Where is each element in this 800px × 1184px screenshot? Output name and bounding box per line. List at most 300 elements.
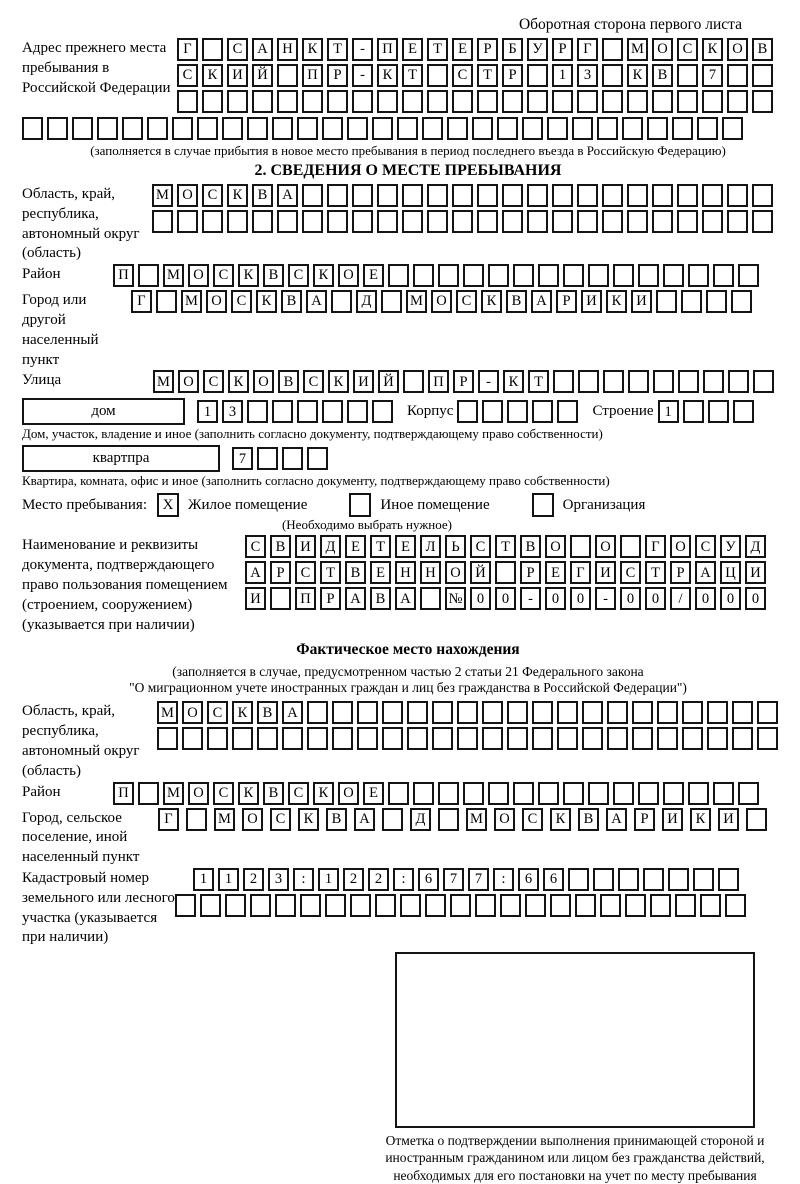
- form-cell[interactable]: /: [670, 587, 691, 610]
- form-cell[interactable]: О: [670, 535, 691, 558]
- form-cell[interactable]: [732, 727, 753, 750]
- form-cell[interactable]: [538, 782, 559, 805]
- form-cell[interactable]: [568, 868, 589, 891]
- form-cell[interactable]: К: [377, 64, 398, 87]
- form-cell[interactable]: [663, 782, 684, 805]
- form-cell[interactable]: Б: [502, 38, 523, 61]
- form-cell[interactable]: С: [470, 535, 491, 558]
- form-cell[interactable]: С: [456, 290, 477, 313]
- form-cell[interactable]: [700, 894, 721, 917]
- form-cell[interactable]: О: [431, 290, 452, 313]
- form-cell[interactable]: А: [252, 38, 273, 61]
- form-cell[interactable]: [322, 117, 343, 140]
- form-cell[interactable]: [733, 400, 754, 423]
- form-cell[interactable]: [381, 290, 402, 313]
- form-cell[interactable]: А: [282, 701, 303, 724]
- form-cell[interactable]: [502, 90, 523, 113]
- form-cell[interactable]: К: [503, 370, 524, 393]
- form-cell[interactable]: [706, 290, 727, 313]
- form-cell[interactable]: [307, 727, 328, 750]
- form-cell[interactable]: [307, 701, 328, 724]
- form-cell[interactable]: [138, 782, 159, 805]
- form-cell[interactable]: [527, 210, 548, 233]
- form-cell[interactable]: [552, 210, 573, 233]
- form-cell[interactable]: К: [313, 264, 334, 287]
- form-cell[interactable]: [482, 701, 503, 724]
- form-cell[interactable]: [575, 894, 596, 917]
- form-cell[interactable]: К: [550, 808, 571, 831]
- form-cell[interactable]: [577, 210, 598, 233]
- form-cell[interactable]: [677, 90, 698, 113]
- form-cell[interactable]: И: [245, 587, 266, 610]
- form-cell[interactable]: [683, 400, 704, 423]
- form-cell[interactable]: [347, 400, 368, 423]
- form-cell[interactable]: О: [338, 782, 359, 805]
- form-cell[interactable]: [678, 370, 699, 393]
- form-cell[interactable]: [681, 290, 702, 313]
- form-cell[interactable]: [402, 210, 423, 233]
- form-cell[interactable]: 1: [193, 868, 214, 891]
- form-cell[interactable]: Е: [363, 782, 384, 805]
- form-cell[interactable]: М: [157, 701, 178, 724]
- form-cell[interactable]: [452, 184, 473, 207]
- form-cell[interactable]: [388, 264, 409, 287]
- form-cell[interactable]: [657, 701, 678, 724]
- form-cell[interactable]: [707, 701, 728, 724]
- form-cell[interactable]: [477, 184, 498, 207]
- form-cell[interactable]: 7: [468, 868, 489, 891]
- form-cell[interactable]: С: [213, 782, 234, 805]
- form-cell[interactable]: И: [353, 370, 374, 393]
- form-cell[interactable]: В: [281, 290, 302, 313]
- form-cell[interactable]: [282, 447, 303, 470]
- form-cell[interactable]: М: [181, 290, 202, 313]
- form-cell[interactable]: П: [428, 370, 449, 393]
- form-cell[interactable]: [202, 210, 223, 233]
- form-cell[interactable]: [302, 90, 323, 113]
- form-cell[interactable]: [325, 894, 346, 917]
- form-cell[interactable]: [247, 117, 268, 140]
- form-cell[interactable]: -: [520, 587, 541, 610]
- form-cell[interactable]: О: [338, 264, 359, 287]
- form-cell[interactable]: [618, 868, 639, 891]
- form-cell[interactable]: 0: [470, 587, 491, 610]
- form-cell[interactable]: Р: [327, 64, 348, 87]
- form-cell[interactable]: [727, 64, 748, 87]
- form-cell[interactable]: 0: [645, 587, 666, 610]
- form-cell[interactable]: Г: [570, 561, 591, 584]
- form-cell[interactable]: С: [202, 184, 223, 207]
- form-cell[interactable]: Г: [158, 808, 179, 831]
- form-cell[interactable]: [495, 561, 516, 584]
- form-cell[interactable]: С: [452, 64, 473, 87]
- form-cell[interactable]: С: [245, 535, 266, 558]
- form-cell[interactable]: [172, 117, 193, 140]
- form-cell[interactable]: [522, 117, 543, 140]
- form-cell[interactable]: И: [295, 535, 316, 558]
- form-cell[interactable]: 3: [222, 400, 243, 423]
- form-cell[interactable]: [152, 210, 173, 233]
- form-cell[interactable]: 1: [218, 868, 239, 891]
- form-cell[interactable]: 7: [702, 64, 723, 87]
- form-cell[interactable]: [186, 808, 207, 831]
- form-cell[interactable]: :: [493, 868, 514, 891]
- form-cell[interactable]: Е: [363, 264, 384, 287]
- form-cell[interactable]: [513, 264, 534, 287]
- form-cell[interactable]: [302, 184, 323, 207]
- form-cell[interactable]: [450, 894, 471, 917]
- form-cell[interactable]: [447, 117, 468, 140]
- form-cell[interactable]: [613, 782, 634, 805]
- form-cell[interactable]: М: [163, 264, 184, 287]
- form-cell[interactable]: Е: [452, 38, 473, 61]
- form-cell[interactable]: [382, 727, 403, 750]
- form-cell[interactable]: Н: [420, 561, 441, 584]
- form-cell[interactable]: [332, 701, 353, 724]
- form-cell[interactable]: 6: [543, 868, 564, 891]
- form-cell[interactable]: [638, 264, 659, 287]
- form-cell[interactable]: 6: [418, 868, 439, 891]
- form-cell[interactable]: И: [595, 561, 616, 584]
- form-cell[interactable]: [357, 701, 378, 724]
- form-cell[interactable]: [697, 117, 718, 140]
- form-cell[interactable]: В: [278, 370, 299, 393]
- form-cell[interactable]: [627, 90, 648, 113]
- form-cell[interactable]: Е: [402, 38, 423, 61]
- form-cell[interactable]: К: [481, 290, 502, 313]
- form-cell[interactable]: [122, 117, 143, 140]
- form-cell[interactable]: [713, 782, 734, 805]
- form-cell[interactable]: [407, 727, 428, 750]
- form-cell[interactable]: :: [293, 868, 314, 891]
- form-cell[interactable]: Ь: [445, 535, 466, 558]
- form-cell[interactable]: [677, 184, 698, 207]
- form-cell[interactable]: О: [178, 370, 199, 393]
- form-cell[interactable]: [477, 90, 498, 113]
- form-cell[interactable]: И: [662, 808, 683, 831]
- form-cell[interactable]: М: [163, 782, 184, 805]
- form-cell[interactable]: [427, 184, 448, 207]
- form-cell[interactable]: [752, 210, 773, 233]
- form-cell[interactable]: [432, 701, 453, 724]
- form-cell[interactable]: 2: [243, 868, 264, 891]
- form-cell[interactable]: О: [188, 782, 209, 805]
- form-cell[interactable]: [502, 184, 523, 207]
- form-cell[interactable]: [257, 447, 278, 470]
- form-cell[interactable]: [688, 264, 709, 287]
- form-cell[interactable]: К: [238, 264, 259, 287]
- form-cell[interactable]: Д: [410, 808, 431, 831]
- form-cell[interactable]: И: [745, 561, 766, 584]
- form-cell[interactable]: [707, 727, 728, 750]
- form-cell[interactable]: [438, 782, 459, 805]
- form-cell[interactable]: Р: [556, 290, 577, 313]
- form-cell[interactable]: [225, 894, 246, 917]
- form-cell[interactable]: О: [494, 808, 515, 831]
- form-cell[interactable]: М: [214, 808, 235, 831]
- form-cell[interactable]: [552, 184, 573, 207]
- form-cell[interactable]: [738, 782, 759, 805]
- form-cell[interactable]: П: [295, 587, 316, 610]
- form-cell[interactable]: Т: [402, 64, 423, 87]
- form-cell[interactable]: [588, 264, 609, 287]
- form-cell[interactable]: В: [326, 808, 347, 831]
- form-cell[interactable]: [452, 90, 473, 113]
- form-cell[interactable]: [752, 64, 773, 87]
- form-cell[interactable]: В: [257, 701, 278, 724]
- form-cell[interactable]: [757, 701, 778, 724]
- form-cell[interactable]: [746, 808, 767, 831]
- form-cell[interactable]: [297, 117, 318, 140]
- form-cell[interactable]: М: [152, 184, 173, 207]
- form-cell[interactable]: [232, 727, 253, 750]
- form-cell[interactable]: [327, 184, 348, 207]
- form-cell[interactable]: [457, 701, 478, 724]
- form-cell[interactable]: Т: [427, 38, 448, 61]
- form-cell[interactable]: О: [652, 38, 673, 61]
- form-cell[interactable]: [302, 210, 323, 233]
- form-cell[interactable]: Й: [378, 370, 399, 393]
- form-cell[interactable]: [643, 868, 664, 891]
- form-cell[interactable]: [257, 727, 278, 750]
- form-cell[interactable]: [507, 400, 528, 423]
- form-cell[interactable]: П: [302, 64, 323, 87]
- form-cell[interactable]: В: [252, 184, 273, 207]
- form-cell[interactable]: -: [478, 370, 499, 393]
- form-cell[interactable]: С: [227, 38, 248, 61]
- form-cell[interactable]: [632, 701, 653, 724]
- form-cell[interactable]: 3: [268, 868, 289, 891]
- form-cell[interactable]: 7: [232, 447, 253, 470]
- form-cell[interactable]: Р: [670, 561, 691, 584]
- form-cell[interactable]: [177, 210, 198, 233]
- form-cell[interactable]: О: [253, 370, 274, 393]
- form-cell[interactable]: [413, 264, 434, 287]
- form-cell[interactable]: Р: [520, 561, 541, 584]
- form-cell[interactable]: В: [270, 535, 291, 558]
- form-cell[interactable]: Ц: [720, 561, 741, 584]
- form-cell[interactable]: [577, 90, 598, 113]
- checkbox-organizatsiya[interactable]: [532, 493, 554, 517]
- form-cell[interactable]: 3: [577, 64, 598, 87]
- form-cell[interactable]: С: [677, 38, 698, 61]
- form-cell[interactable]: Л: [420, 535, 441, 558]
- form-cell[interactable]: [252, 90, 273, 113]
- form-cell[interactable]: [577, 184, 598, 207]
- form-cell[interactable]: [622, 117, 643, 140]
- form-cell[interactable]: [175, 894, 196, 917]
- form-cell[interactable]: [525, 894, 546, 917]
- form-cell[interactable]: Р: [270, 561, 291, 584]
- form-cell[interactable]: [407, 701, 428, 724]
- form-cell[interactable]: [352, 210, 373, 233]
- form-cell[interactable]: [272, 400, 293, 423]
- form-cell[interactable]: С: [231, 290, 252, 313]
- form-cell[interactable]: Н: [277, 38, 298, 61]
- form-cell[interactable]: [272, 117, 293, 140]
- form-cell[interactable]: А: [695, 561, 716, 584]
- form-cell[interactable]: [422, 117, 443, 140]
- form-cell[interactable]: [352, 184, 373, 207]
- form-cell[interactable]: А: [531, 290, 552, 313]
- form-cell[interactable]: [563, 782, 584, 805]
- form-cell[interactable]: [427, 210, 448, 233]
- form-cell[interactable]: [677, 64, 698, 87]
- form-cell[interactable]: [688, 782, 709, 805]
- form-cell[interactable]: [427, 64, 448, 87]
- form-cell[interactable]: [327, 210, 348, 233]
- form-cell[interactable]: [693, 868, 714, 891]
- form-cell[interactable]: [72, 117, 93, 140]
- form-cell[interactable]: [597, 117, 618, 140]
- form-cell[interactable]: [625, 894, 646, 917]
- form-cell[interactable]: О: [445, 561, 466, 584]
- form-cell[interactable]: К: [298, 808, 319, 831]
- form-cell[interactable]: Р: [552, 38, 573, 61]
- form-cell[interactable]: -: [352, 38, 373, 61]
- form-cell[interactable]: [732, 701, 753, 724]
- form-cell[interactable]: Р: [453, 370, 474, 393]
- form-cell[interactable]: [438, 264, 459, 287]
- form-cell[interactable]: П: [377, 38, 398, 61]
- form-cell[interactable]: [753, 370, 774, 393]
- form-cell[interactable]: [588, 782, 609, 805]
- form-cell[interactable]: А: [606, 808, 627, 831]
- form-cell[interactable]: 0: [620, 587, 641, 610]
- form-cell[interactable]: [602, 38, 623, 61]
- form-cell[interactable]: Е: [345, 535, 366, 558]
- form-cell[interactable]: [527, 184, 548, 207]
- form-cell[interactable]: [627, 210, 648, 233]
- form-cell[interactable]: С: [295, 561, 316, 584]
- form-cell[interactable]: [377, 210, 398, 233]
- form-cell[interactable]: А: [395, 587, 416, 610]
- form-cell[interactable]: [277, 90, 298, 113]
- form-cell[interactable]: [403, 370, 424, 393]
- form-cell[interactable]: [563, 264, 584, 287]
- form-cell[interactable]: [207, 727, 228, 750]
- form-cell[interactable]: [502, 210, 523, 233]
- form-cell[interactable]: [247, 400, 268, 423]
- form-cell[interactable]: [331, 290, 352, 313]
- form-cell[interactable]: [557, 701, 578, 724]
- form-cell[interactable]: [652, 210, 673, 233]
- form-cell[interactable]: К: [313, 782, 334, 805]
- form-cell[interactable]: [372, 117, 393, 140]
- form-cell[interactable]: [582, 701, 603, 724]
- form-cell[interactable]: [738, 264, 759, 287]
- form-cell[interactable]: [397, 117, 418, 140]
- form-cell[interactable]: [157, 727, 178, 750]
- form-cell[interactable]: [463, 264, 484, 287]
- form-cell[interactable]: В: [263, 782, 284, 805]
- form-cell[interactable]: Г: [577, 38, 598, 61]
- form-cell[interactable]: №: [445, 587, 466, 610]
- form-cell[interactable]: С: [270, 808, 291, 831]
- form-cell[interactable]: [532, 727, 553, 750]
- form-cell[interactable]: 6: [518, 868, 539, 891]
- form-cell[interactable]: [488, 782, 509, 805]
- form-cell[interactable]: Г: [177, 38, 198, 61]
- form-cell[interactable]: В: [652, 64, 673, 87]
- form-cell[interactable]: Т: [327, 38, 348, 61]
- form-cell[interactable]: [727, 184, 748, 207]
- form-cell[interactable]: В: [506, 290, 527, 313]
- form-cell[interactable]: И: [718, 808, 739, 831]
- form-cell[interactable]: Т: [528, 370, 549, 393]
- form-cell[interactable]: [675, 894, 696, 917]
- form-cell[interactable]: 0: [720, 587, 741, 610]
- checkbox-zhiloe[interactable]: X: [157, 493, 179, 517]
- form-cell[interactable]: [432, 727, 453, 750]
- form-cell[interactable]: [497, 117, 518, 140]
- form-cell[interactable]: К: [690, 808, 711, 831]
- form-cell[interactable]: [307, 447, 328, 470]
- form-cell[interactable]: [275, 894, 296, 917]
- form-cell[interactable]: [477, 210, 498, 233]
- form-cell[interactable]: 2: [343, 868, 364, 891]
- form-cell[interactable]: [550, 894, 571, 917]
- form-cell[interactable]: Р: [502, 64, 523, 87]
- form-cell[interactable]: О: [182, 701, 203, 724]
- form-cell[interactable]: -: [352, 64, 373, 87]
- form-cell[interactable]: [653, 370, 674, 393]
- form-cell[interactable]: У: [720, 535, 741, 558]
- form-cell[interactable]: И: [631, 290, 652, 313]
- form-cell[interactable]: [672, 117, 693, 140]
- form-cell[interactable]: Й: [252, 64, 273, 87]
- form-cell[interactable]: [702, 184, 723, 207]
- form-cell[interactable]: 1: [318, 868, 339, 891]
- form-cell[interactable]: 0: [545, 587, 566, 610]
- form-cell[interactable]: [382, 701, 403, 724]
- form-cell[interactable]: 1: [658, 400, 679, 423]
- form-cell[interactable]: О: [595, 535, 616, 558]
- form-cell[interactable]: [252, 210, 273, 233]
- form-cell[interactable]: [657, 727, 678, 750]
- form-cell[interactable]: 0: [695, 587, 716, 610]
- form-cell[interactable]: С: [177, 64, 198, 87]
- form-cell[interactable]: К: [302, 38, 323, 61]
- form-cell[interactable]: [708, 400, 729, 423]
- form-cell[interactable]: [572, 117, 593, 140]
- form-cell[interactable]: Т: [370, 535, 391, 558]
- form-cell[interactable]: [227, 90, 248, 113]
- form-cell[interactable]: [475, 894, 496, 917]
- form-cell[interactable]: -: [595, 587, 616, 610]
- form-cell[interactable]: [713, 264, 734, 287]
- form-cell[interactable]: Т: [320, 561, 341, 584]
- form-cell[interactable]: 2: [368, 868, 389, 891]
- checkbox-inoe[interactable]: [349, 493, 371, 517]
- form-cell[interactable]: С: [203, 370, 224, 393]
- form-cell[interactable]: Е: [545, 561, 566, 584]
- form-cell[interactable]: Й: [470, 561, 491, 584]
- form-cell[interactable]: В: [752, 38, 773, 61]
- form-cell[interactable]: [527, 90, 548, 113]
- form-cell[interactable]: [202, 90, 223, 113]
- form-cell[interactable]: [327, 90, 348, 113]
- form-cell[interactable]: [452, 210, 473, 233]
- form-cell[interactable]: [603, 370, 624, 393]
- form-cell[interactable]: [593, 868, 614, 891]
- form-cell[interactable]: А: [345, 587, 366, 610]
- form-cell[interactable]: [613, 264, 634, 287]
- form-cell[interactable]: [652, 90, 673, 113]
- form-cell[interactable]: А: [277, 184, 298, 207]
- form-cell[interactable]: [250, 894, 271, 917]
- form-cell[interactable]: [47, 117, 68, 140]
